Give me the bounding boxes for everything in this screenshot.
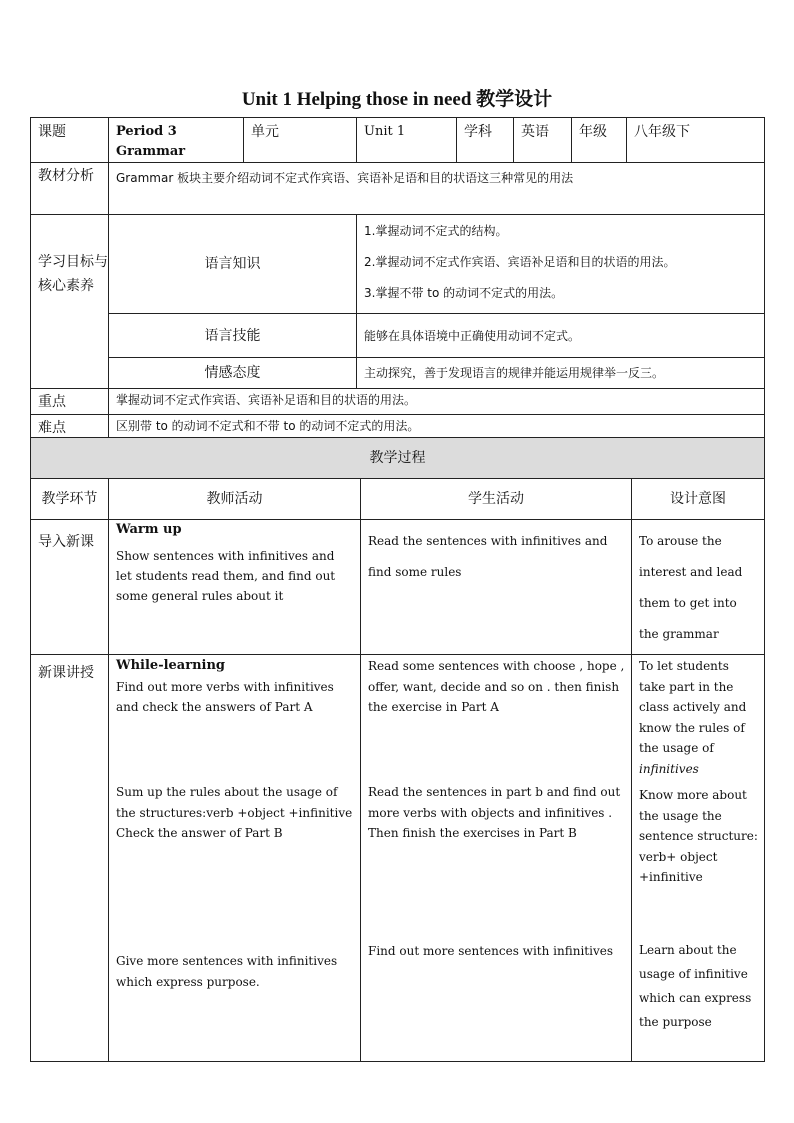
intro-teacher-text: Show sentences with infinitives and let students read them, and find out some general rules about it [116, 549, 336, 603]
subject-value: 英语 [514, 118, 572, 163]
process-table [30, 437, 765, 1062]
new-intent-step-1 [639, 656, 758, 779]
knowledge-item: 1.掌握动词不定式的结构。 [364, 224, 508, 238]
new-teacher-step-1: Find out more verbs with infinitives and check the answers of Part A [116, 679, 334, 714]
objective-knowledge-items [357, 215, 765, 314]
intro-teacher-cell [109, 520, 361, 655]
intro-teacher-title: Warm up [116, 522, 182, 537]
column-header-intent: 设计意图 [632, 479, 765, 520]
grade-value: 八年级下 [627, 118, 765, 163]
column-header-teacher: 教师活动 [109, 479, 361, 520]
intent-text: To let students take part in the class actively and know the rules of the usage of [639, 659, 747, 755]
new-intent-step-2: Know more about the usage the sentence structure: verb+ object +infinitive [639, 788, 758, 884]
intent-italic-term: infinitives [639, 761, 699, 776]
info-table [30, 117, 765, 442]
intro-student-text: Read the sentences with infinitives and find some rules [361, 520, 632, 655]
unit-label: 单元 [244, 118, 357, 163]
new-student-step-2: Read the sentences in part b and find out more verbs with objects and infinitives . Then finish the exercises in Part B [368, 785, 621, 840]
page-title: Unit 1 Helping those in need 教学设计 [241, 89, 553, 110]
difficulty-text: 区别带 to 的动词不定式和不带 to 的动词不定式的用法。 [109, 415, 765, 442]
difficulty-label: 难点 [31, 415, 109, 442]
unit-value: Unit 1 [357, 118, 457, 163]
stage-intro: 导入新课 [31, 520, 109, 655]
new-student-cell [361, 655, 632, 1062]
objective-skill-text: 能够在具体语境中正确使用动词不定式。 [357, 314, 765, 358]
new-teacher-step-2: Sum up the rules about the usage of the structures:verb +object +infinitive Check the answer of Part B [116, 785, 353, 840]
subject-label: 学科 [457, 118, 514, 163]
analysis-label: 教材分析 [31, 163, 109, 215]
process-heading: 教学过程 [31, 438, 765, 479]
intro-intent-text: To arouse the interest and lead them to get into the grammar [632, 520, 765, 655]
column-header-stage: 教学环节 [31, 479, 109, 520]
objective-attitude-label: 情感态度 [109, 358, 357, 389]
course-label: 课题 [31, 118, 109, 163]
stage-new: 新课讲授 [31, 655, 109, 1062]
new-student-step-1: Read some sentences with choose , hope , offer, want, decide and so on . then finish the exercise in Part A [368, 659, 625, 714]
new-teacher-title: While-learning [116, 658, 226, 673]
objective-skill-label: 语言技能 [109, 314, 357, 358]
new-intent-cell [632, 655, 765, 1062]
column-header-student: 学生活动 [361, 479, 632, 520]
new-teacher-cell [109, 655, 361, 1062]
new-student-step-3: Find out more sentences with infinitives [368, 944, 613, 958]
key-point-text: 掌握动词不定式作宾语、宾语补足语和目的状语的用法。 [109, 389, 765, 415]
new-intent-step-3: Learn about the usage of infinitive which can express the purpose [639, 943, 752, 1029]
knowledge-item: 3.掌握不带 to 的动词不定式的用法。 [364, 286, 564, 300]
grade-label: 年级 [572, 118, 627, 163]
objective-knowledge-label: 语言知识 [109, 215, 357, 314]
knowledge-item: 2.掌握动词不定式作宾语、宾语补足语和目的状语的用法。 [364, 255, 676, 269]
analysis-text: Grammar 板块主要介绍动词不定式作宾语、宾语补足语和目的状语这三种常见的用法 [109, 163, 765, 215]
key-point-label: 重点 [31, 389, 109, 415]
course-value: Period 3 Grammar [109, 118, 244, 163]
new-teacher-step-3: Give more sentences with infinitives which express purpose. [116, 954, 338, 989]
objectives-label: 学习目标与核心素养 [31, 215, 109, 389]
objective-attitude-text: 主动探究，善于发现语言的规律并能运用规律举一反三。 [357, 358, 765, 389]
